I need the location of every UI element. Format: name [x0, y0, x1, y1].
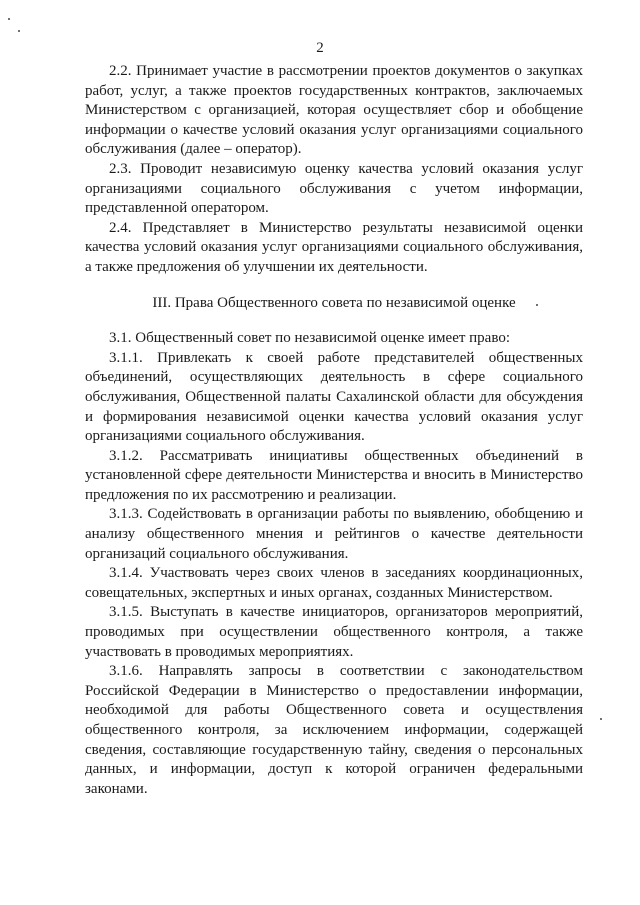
paragraph-3-1: 3.1. Общественный совет по независимой оценке имеет право: — [109, 330, 510, 347]
scan-speck — [18, 30, 20, 32]
paragraph-3-1-6: 3.1.6. Направлять запросы в соответствии с законодательством Российской Федерации в Министерство о предоставлении информации, необходимой для работы Общественного совета и осуществления общественного контроля, за исключением информации, содержащей сведения, составляющие государственную тайну, сведения о персональных данных, и информации, доступ к которой ограничен федеральными законами. — [85, 663, 583, 797]
paragraph-3-1-4: 3.1.4. Участвовать через своих членов в заседаниях координационных, совещательных, экспертных и иных органах, созданных Министерством. — [85, 565, 583, 601]
paragraph-3-1-2: 3.1.2. Рассматривать инициативы общественных объединений в установленной сфере деятельности Министерства и вносить в Министерство предложения по их рассмотрению и реализации. — [85, 447, 583, 503]
scan-speck — [8, 18, 10, 20]
paragraph-3-1-3: 3.1.3. Содействовать в организации работы по выявлению, обобщению и анализу общественного мнения и рейтингов о качестве деятельности организаций социального обслуживания. — [85, 506, 583, 562]
section-heading: III. Права Общественного совета по независимой оценке — [152, 294, 516, 311]
paragraph-2-4: 2.4. Представляет в Министерство результаты независимой оценки качества условий оказания услуг организациями социального обслуживания, а также предложения об улучшении их деятельности. — [85, 219, 583, 275]
paragraph-3-1-1: 3.1.1. Привлекать к своей работе представителей общественных объединений, осуществляющих деятельность в сфере социального обслуживания, Общественной палаты Сахалинской области для обсуждения и формирования независимой оценки качества условий оказания услуг организациями социального обслуживания. — [85, 349, 583, 445]
scan-speck — [600, 718, 602, 720]
paragraph-2-3: 2.3. Проводит независимую оценку качества условий оказания услуг организациями социального обслуживания с учетом информации, представленной оператором. — [85, 160, 583, 217]
paragraph-2-2: 2.2. Принимает участие в рассмотрении проектов документов о закупках работ, услуг, а также проектов государственных контрактов, заключаемых Министерством с организацией, которая осуществляет сбор и обобщение информации о качестве условий оказания услуг организациями социального обслуживания (далее – оператор). — [85, 63, 583, 158]
document-body — [85, 62, 583, 799]
page-number: 2 — [316, 40, 324, 56]
scan-speck — [536, 304, 538, 306]
paragraph-3-1-5: 3.1.5. Выступать в качестве инициаторов, организаторов мероприятий, проводимых при осуществлении общественного контроля, а также участвовать в проводимых мероприятиях. — [85, 604, 583, 660]
